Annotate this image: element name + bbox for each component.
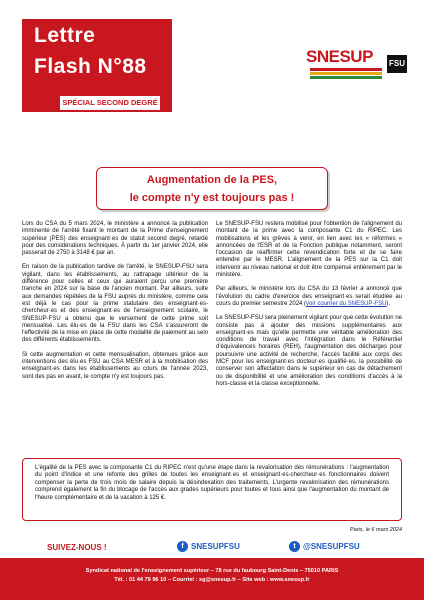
follow-us-label: SUIVEZ-NOUS ! [47, 543, 107, 552]
article-title-line1: Augmentation de la PES, [146, 174, 278, 186]
twitter-icon: t [289, 541, 300, 552]
header-title-line2: Flash N°88 [34, 55, 147, 78]
footer-address: Syndicat national de l'enseignement supérieur – 78 rue du faubourg Saint-Denis – 75010 PARIS [85, 568, 339, 574]
right-column [216, 221, 402, 395]
header-title-line1: Lettre [34, 24, 96, 47]
twitter-link[interactable] [289, 541, 360, 552]
left-paragraph-3: Si cette augmentation et cette mensualisation, obtenues grâce aux interventions des élu·es FSU au CSA MESR et à la mobilisation des enseignant·es dans les établissements au cours de l'année 2023, sont des pas en avant, le compte n'y est toujours pas. [22, 351, 208, 380]
article-title-line2: le compte n'y est toujours pas ! [129, 192, 295, 204]
logo-bars-icon [310, 68, 382, 80]
twitter-handle: @SNESUPFSU [303, 542, 360, 551]
facebook-icon: f [177, 541, 188, 552]
left-paragraph-1: Lors du CSA du 5 mars 2024, le ministère a annoncé la publication imminente de l'arrêté fixant le montant de la Prime d'enseignement supérieur (PES) des enseignant·es de statut second degré, retardé pour des considérations techniques. À partir du 1er janvier 2024, elle passerait de 2750 à 3148 € par an. [22, 221, 208, 257]
snesup-logo: SNESUP [306, 47, 373, 66]
publication-date: Paris, le 6 mars 2024 [350, 527, 402, 533]
right-paragraph-2 [216, 286, 402, 308]
right-paragraph-1: Le SNESUP-FSU restera mobilisé pour l'obtention de l'alignement du montant de la prime avec la composante C1 du RIPEC. Les mobilisations et les grèves à venir, en lien avec les « réformes » annoncées de l'ESR et de la Fonction publique notamment, seront l'occasion de réaffirmer cette revendication forte et de se faire entendre par le MESR. L'alignement de la PES sur la C1 doit intervenir au niveau national et doit être compensé entièrement par le ministère. [216, 221, 402, 279]
right-paragraph-2-end: ). [386, 300, 391, 307]
snesup-letter-link[interactable]: voir courrier du SNESUP-FSU [306, 300, 387, 307]
fsu-logo-tag: FSU [387, 55, 407, 73]
facebook-link[interactable] [177, 541, 240, 552]
left-column [22, 221, 208, 388]
footer [0, 558, 424, 600]
left-paragraph-2: En raison de la publication tardive de l'arrêté, le SNESUP-FSU sera vigilant, dans les établissements, au rattrapage ultérieur de la différence pour celles et ceux qui auraient perçu une première tranche en 2024 sur la base de l'ancien montant. Par ailleurs, suite aux demandes répétées de la FSU auprès du ministère, comme cela est déjà le cas pour la prime statutaire des enseignant·es-chercheur·es et des enseignant·es de l'enseignement scolaire, le SNESUP-FSU a obtenu que le versement de cette prime soit mensualisé. Les élu·es de la FSU dans les CSA s'assureront de l'effectivité de la mise en place de cette modalité de paiement au sein des différents établissements. [22, 264, 208, 344]
article-title [96, 167, 328, 210]
special-tag: SPÉCIAL SECOND DEGRÉ [60, 96, 160, 110]
callout-box: L'égalité de la PES avec la composante C1 du RIPEC n'est qu'une étape dans la revalorisation des rémunérations : l'augmentation du point d'indice et une refonte des grilles de toutes les enseignant·es et enseignant·es-chercheur·es fonctionnaires doivent compenser la perte de trois mois de salaire depuis la désindexation des traitements. L'urgente revalorisation des rémunérations comprend également la fin du blocage de l'accès aux grades supérieurs pour toutes et tous ainsi que l'augmentation du montant de l'heure complémentaire et de la vacation à 125 €. [22, 458, 402, 521]
footer-contact: Tél. : 01 44 79 96 10 – Courriel : sg@snesup.fr – Site web : www.snesup.fr [114, 577, 310, 583]
right-paragraph-2-text: Par ailleurs, le ministère lors du CSA du 13 février a annoncé que l'évolution du cadre d'exercice des enseignant·es serait étudiée au cours du premier semestre 2024 ( [216, 286, 402, 307]
right-paragraph-3: Le SNESUP-FSU sera pleinement vigilant pour que cette évolution ne consiste pas à ajouter des missions supplémentaires aux enseignant·es mais qu'elle permette une véritable amélioration des conditions de travail avec l'intégration dans le Référentiel d'équivalences horaires (REH), l'augmentation des décharges pour poursuivre une activité de recherche, l'accès facilité aux corps des MCF pour les enseignant·es docteur·es qualifié·es, la possibilité de conserver son affectation dans le supérieur en cas de détachement ou de disponibilité et une amélioration des conditions d'accès à la hors-classe et la classe exceptionnelle. [216, 315, 402, 387]
facebook-handle: SNESUPFSU [191, 542, 240, 551]
